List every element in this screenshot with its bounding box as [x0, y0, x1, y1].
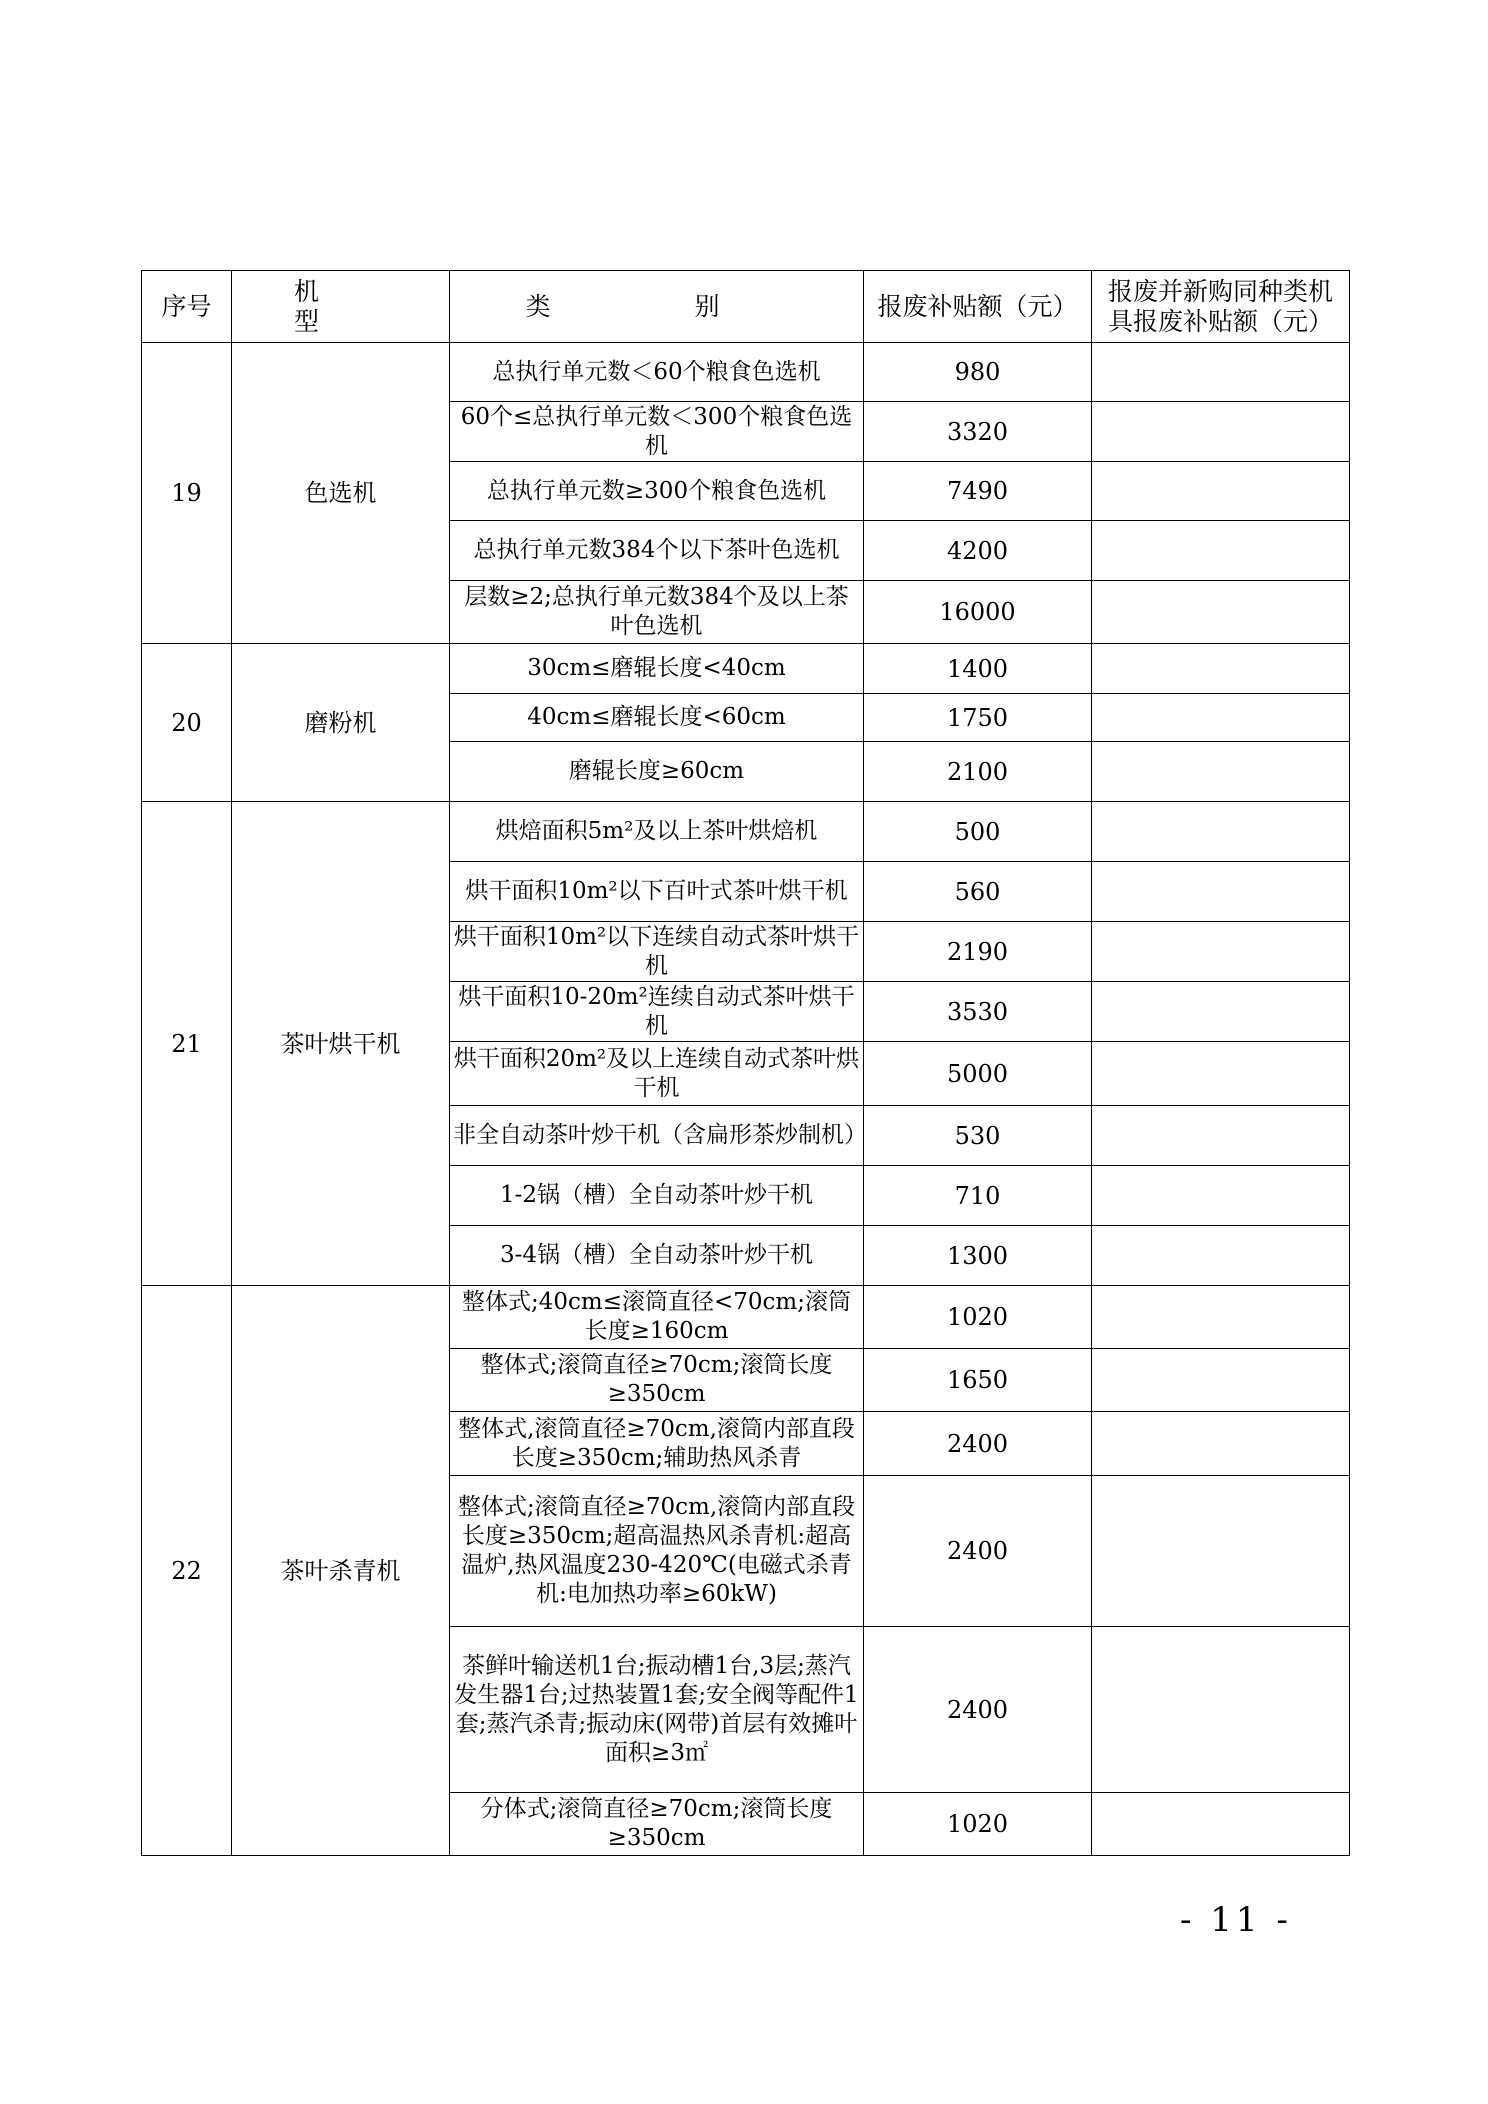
scrap-subsidy-cell: 5000 [864, 1042, 1092, 1106]
scrap-subsidy-cell: 560 [864, 862, 1092, 922]
scrap-subsidy-cell: 500 [864, 802, 1092, 862]
category-cell: 总执行单元数≥300个粮食色选机 [450, 462, 864, 521]
new-purchase-subsidy-cell [1092, 1627, 1350, 1793]
new-purchase-subsidy-cell [1092, 1166, 1350, 1226]
table-row [142, 1286, 1350, 1349]
category-cell: 整体式;滚筒直径≥70cm;滚筒长度≥350cm [450, 1349, 864, 1412]
new-purchase-subsidy-cell [1092, 1286, 1350, 1349]
scrap-subsidy-cell: 1750 [864, 694, 1092, 742]
category-cell: 整体式,滚筒直径≥70cm,滚筒内部直段长度≥350cm;辅助热风杀青 [450, 1412, 864, 1476]
new-purchase-subsidy-cell [1092, 982, 1350, 1042]
group-seq-cell: 22 [142, 1286, 232, 1856]
category-cell: 茶鲜叶输送机1台;振动槽1台,3层;蒸汽发生器1台;过热装置1套;安全阀等配件1套;蒸汽杀青;振动床(网带)首层有效摊叶面积≥3㎡ [450, 1627, 864, 1793]
scrap-subsidy-cell: 530 [864, 1106, 1092, 1166]
new-purchase-subsidy-cell [1092, 644, 1350, 694]
header-new-purchase-subsidy: 报废并新购同种类机具报废补贴额（元） [1092, 271, 1350, 343]
header-category: 类 别 [450, 271, 864, 343]
category-cell: 1-2锅（槽）全自动茶叶炒干机 [450, 1166, 864, 1226]
scrap-subsidy-cell: 4200 [864, 521, 1092, 581]
new-purchase-subsidy-cell [1092, 694, 1350, 742]
category-cell: 烘干面积20m²及以上连续自动式茶叶烘干机 [450, 1042, 864, 1106]
scrap-subsidy-cell: 1020 [864, 1793, 1092, 1856]
category-cell: 分体式;滚筒直径≥70cm;滚筒长度≥350cm [450, 1793, 864, 1856]
new-purchase-subsidy-cell [1092, 462, 1350, 521]
new-purchase-subsidy-cell [1092, 343, 1350, 402]
group-model-cell: 茶叶杀青机 [232, 1286, 450, 1856]
header-model: 机 型 [232, 271, 450, 343]
table-body [142, 343, 1350, 1856]
new-purchase-subsidy-cell [1092, 521, 1350, 581]
subsidy-table [141, 270, 1350, 1856]
new-purchase-subsidy-cell [1092, 862, 1350, 922]
group-seq-cell: 19 [142, 343, 232, 644]
category-cell: 总执行单元数384个以下茶叶色选机 [450, 521, 864, 581]
new-purchase-subsidy-cell [1092, 1106, 1350, 1166]
new-purchase-subsidy-cell [1092, 1349, 1350, 1412]
category-cell: 烘干面积10m²以下百叶式茶叶烘干机 [450, 862, 864, 922]
scrap-subsidy-cell: 16000 [864, 581, 1092, 644]
group-seq-cell: 21 [142, 802, 232, 1286]
scrap-subsidy-cell: 2400 [864, 1627, 1092, 1793]
new-purchase-subsidy-cell [1092, 1412, 1350, 1476]
table-row [142, 802, 1350, 862]
category-cell: 整体式;40cm≤滚筒直径<70cm;滚筒长度≥160cm [450, 1286, 864, 1349]
scrap-subsidy-cell: 3320 [864, 402, 1092, 462]
category-cell: 总执行单元数＜60个粮食色选机 [450, 343, 864, 402]
scrap-subsidy-cell: 1300 [864, 1226, 1092, 1286]
category-cell: 烘焙面积5m²及以上茶叶烘焙机 [450, 802, 864, 862]
scrap-subsidy-cell: 1400 [864, 644, 1092, 694]
scrap-subsidy-cell: 710 [864, 1166, 1092, 1226]
category-cell: 烘干面积10m²以下连续自动式茶叶烘干机 [450, 922, 864, 982]
new-purchase-subsidy-cell [1092, 802, 1350, 862]
new-purchase-subsidy-cell [1092, 1476, 1350, 1627]
group-model-cell: 茶叶烘干机 [232, 802, 450, 1286]
group-model-cell: 磨粉机 [232, 644, 450, 802]
category-cell: 3-4锅（槽）全自动茶叶炒干机 [450, 1226, 864, 1286]
table-row [142, 644, 1350, 694]
category-cell: 60个≤总执行单元数＜300个粮食色选机 [450, 402, 864, 462]
category-cell: 磨辊长度≥60cm [450, 742, 864, 802]
scrap-subsidy-cell: 1650 [864, 1349, 1092, 1412]
category-cell: 30cm≤磨辊长度<40cm [450, 644, 864, 694]
scrap-subsidy-cell: 3530 [864, 982, 1092, 1042]
scrap-subsidy-cell: 7490 [864, 462, 1092, 521]
new-purchase-subsidy-cell [1092, 1793, 1350, 1856]
header-scrap-subsidy: 报废补贴额（元） [864, 271, 1092, 343]
new-purchase-subsidy-cell [1092, 742, 1350, 802]
group-model-cell: 色选机 [232, 343, 450, 644]
new-purchase-subsidy-cell [1092, 1042, 1350, 1106]
scrap-subsidy-cell: 2400 [864, 1476, 1092, 1627]
scrap-subsidy-cell: 2400 [864, 1412, 1092, 1476]
category-cell: 层数≥2;总执行单元数384个及以上茶叶色选机 [450, 581, 864, 644]
new-purchase-subsidy-cell [1092, 402, 1350, 462]
header-seq: 序号 [142, 271, 232, 343]
group-seq-cell: 20 [142, 644, 232, 802]
new-purchase-subsidy-cell [1092, 1226, 1350, 1286]
new-purchase-subsidy-cell [1092, 581, 1350, 644]
scrap-subsidy-cell: 1020 [864, 1286, 1092, 1349]
category-cell: 40cm≤磨辊长度<60cm [450, 694, 864, 742]
category-cell: 整体式;滚筒直径≥70cm,滚筒内部直段长度≥350cm;超高温热风杀青机:超高温炉,热风温度230-420℃(电磁式杀青机:电加热功率≥60kW) [450, 1476, 864, 1627]
header-row [142, 271, 1350, 343]
page-number: - 11 - [1180, 1900, 1292, 1940]
scrap-subsidy-cell: 2190 [864, 922, 1092, 982]
scrap-subsidy-cell: 980 [864, 343, 1092, 402]
category-cell: 非全自动茶叶炒干机（含扁形茶炒制机） [450, 1106, 864, 1166]
category-cell: 烘干面积10-20m²连续自动式茶叶烘干机 [450, 982, 864, 1042]
new-purchase-subsidy-cell [1092, 922, 1350, 982]
scrap-subsidy-cell: 2100 [864, 742, 1092, 802]
table-row [142, 343, 1350, 402]
